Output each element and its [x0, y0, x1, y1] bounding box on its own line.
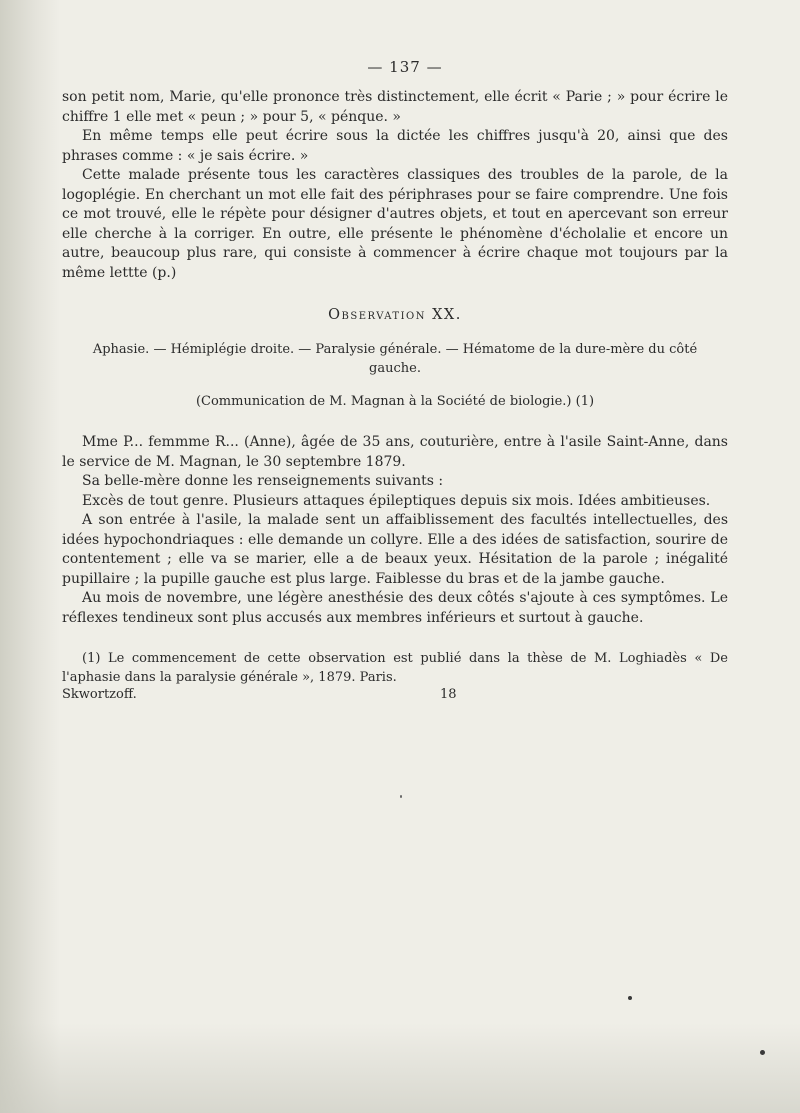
communication-note: (Communication de M. Magnan à la Société de biologie.) (1)	[195, 394, 595, 409]
paragraph-admission: A son entrée à l'asile, la malade sent un affaiblissement des facultés intellectuelles, des idées hypochondriaques : elle demande un collyre. Elle a des idées de satisfaction, sourire de contentement ; elle va se marier, elle a de beaux yeux. Hésitation de la parole ; inégalité pupillaire ; la pupille gauche est plus large. Faiblesse du bras et de la jambe gauche.	[62, 512, 728, 587]
paragraph-dictation: En même temps elle peut écrire sous la dictée les chiffres jusqu'à 20, ainsi que des phrases comme : « je sais écrire. »	[62, 128, 728, 164]
paragraph-history: Excès de tout genre. Plusieurs attaques épileptiques depuis six mois. Idées ambitieuses.	[82, 492, 711, 509]
page-bottom-shadow	[0, 1023, 800, 1113]
paragraph-informant: Sa belle-mère donne les renseignements suivants :	[82, 473, 444, 489]
observation-abstract: Aphasie. — Hémiplégie droite. — Paralysie générale. — Hématome de la dure-mère du côté gauche.	[92, 342, 698, 376]
sheet-number: 18	[440, 687, 457, 702]
paragraph-november: Au mois de novembre, une légère anesthésie des deux côtés s'ajoute à ces symptômes. Le réflexes tendineux sont plus accusés aux membres inférieurs et surtout à gauche.	[62, 590, 728, 626]
signature-row	[62, 687, 728, 707]
page-edge-shadow	[0, 0, 60, 1113]
paragraph-continuation: son petit nom, Marie, qu'elle prononce très distinctement, elle écrit « Parie ; » pour écrire le chiffre 1 elle met « peun ; » pour 5, « pénque. »	[62, 89, 728, 125]
printer-name: Skwortzoff.	[62, 687, 137, 702]
ink-speck	[760, 1050, 765, 1055]
observation-title: Observation XX.	[328, 307, 462, 323]
ink-speck	[628, 996, 632, 1000]
ink-speck	[400, 795, 402, 798]
page-number: — 137 —	[367, 58, 443, 76]
paragraph-logoplegia: Cette malade présente tous les caractères classiques des troubles de la parole, de la logoplégie. En cherchant un mot elle fait des périphrases pour se faire comprendre. Une fois ce mot trouvé, elle le répète pour désigner d'autres objets, et tout en apercevant son erreur elle cherche à la corriger. En outre, elle présente le phénomène d'écholalie et encore un autre, beaucoup plus rare, qui consiste à commencer à écrire chaque mot toujours par la même lettte (p.)	[62, 167, 728, 281]
footnote: (1) Le commencement de cette observation est publié dans la thèse de M. Loghiadès « De l'aphasie dans la paralysie générale », 1879. Paris.	[62, 651, 728, 685]
page-content	[62, 58, 728, 707]
paragraph-patient-intro: Mme P... femmme R... (Anne), âgée de 35 ans, couturière, entre à l'asile Saint-Anne, dans le service de M. Magnan, le 30 septembre 1879.	[62, 434, 728, 470]
